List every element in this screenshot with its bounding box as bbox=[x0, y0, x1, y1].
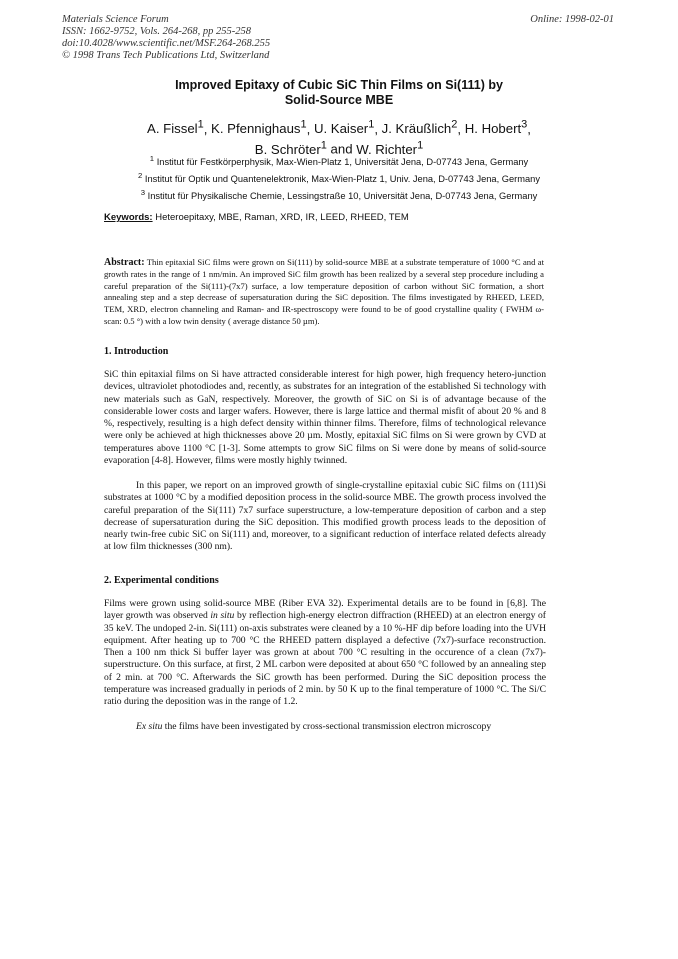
title-line-1: Improved Epitaxy of Cubic SiC Thin Films on Si(111) by bbox=[175, 78, 503, 92]
affiliation-2: $^2$ Institut für Optik und Quantenelektronik, Max-Wien-Platz 1, Univ. Jena, D-07743 Jena, Germany bbox=[137, 171, 541, 185]
section-heading-experimental: 2. Experimental conditions bbox=[104, 575, 219, 586]
author: W. Richter$^1$ bbox=[356, 139, 424, 157]
doi: doi:10.4028/www.scientific.net/MSF.264-268.255 bbox=[62, 38, 271, 49]
intro-paragraph-2: In this paper, we report on an improved growth of single-crystalline epitaxial cubic SiC films on (111)Si substrates at 1000 °C by a modified deposition process in the solid-source MBE. The growth process involved the careful preparation of the Si(111) 7x7 surface superstructure, a low-temperature deposition of carbon and a step decrease of supersaturation during the SiC deposition. This modified growth process leads to the deposition of nearly twin-free cubic SiC on Si(111) and, moreover, to a significant reduction of interface related defects already at low film thicknesses (300 nm). bbox=[104, 480, 546, 553]
title-line-2: Solid-Source MBE bbox=[284, 93, 394, 107]
journal-header bbox=[62, 14, 270, 62]
keywords bbox=[104, 212, 409, 223]
intro-paragraph-1: SiC thin epitaxial films on Si have attracted considerable interest for high power, high frequency hetero-junction devices, ultraviolet photodiodes and, recently, as substrates for an integration of the established Si technology with new materials such as GaN, respectively. Moreover, the growth of SiC on Si is of advantage because of the considerable lower costs and larger wafers. However, there is large lattice and thermal misfit of about 20 % and 8 %, respectively, resulting is a high defect density within thinner films. Therefore, films of technological relevance were only be achieved at high thicknesses above 20 µm. Mostly, epitaxial SiC films on Si were grown by CVD at temperatures above 1100 °C [1-3]. Some attempts to grow SiC films on Si were done by means of solid-source evaporation [4-8]. However, films were mostly highly twinned. bbox=[104, 369, 546, 467]
abstract-text: Thin epitaxial SiC films were grown on Si(111) by solid-source MBE at a substrate temperature of 1000 °C and at growth rates in the range of 1 nm/min. An improved SiC film growth has been realized by a several step procedure including a careful preparation of the Si(111)-(7x7) surface, a low temperature deposition of carbon without SiC formation, a short annealing step and a step decrease of supersaturation during the SiC deposition. The films investigated by RHEED, LEED, TEM, XRD, electron channeling and Raman- and IR-spectroscopy were found to be of good crystalline quality ( FWHM ω-scan: 0.5 °) with a low twin density ( average distance 50 µm). bbox=[104, 257, 544, 326]
author: J. Kräußlich$^2$ bbox=[381, 119, 458, 137]
paper-title bbox=[60, 78, 618, 108]
author: B. Schröter$^1$ bbox=[254, 139, 327, 157]
journal-name: Materials Science Forum bbox=[62, 14, 169, 25]
keywords-text: Heteroepitaxy, MBE, Raman, XRD, IR, LEED, RHEED, TEM bbox=[155, 212, 409, 223]
experimental-paragraph-2: Ex situ the films have been investigated by cross-sectional transmission electron microscopy bbox=[136, 721, 492, 732]
author-list: A. Fissel$^1$, K. Pfennighaus$^1$, U. Kaiser$^1$, J. Kräußlich$^2$, H. Hobert$^3$, B. Schröter$^1$ and W. Richter$^1$ bbox=[147, 119, 531, 157]
experimental-paragraph-1: Films were grown using solid-source MBE (Riber EVA 32). Experimental details are to be found in [6,8]. The layer growth was observed in situ by reflection high-energy electron diffraction (RHEED) at an electron energy of 35 keV. The undoped 2-in. Si(111) on-axis substrates were cleaned by a 10 %-HF dip before loading into the UVH equipment. After heating up to 700 °C the RHEED pattern displayed a defective (7x7)-surface reconstruction. Then a 100 nm thick Si buffer layer was grown at about 700 °C resulting in the occurence of a clean (7x7)-superstructure. On this surface, at first, 2 ML carbon were deposited at about 650 °C followed by an annealing step of 2 min. at 700 °C. Afterwards the SiC growth has been performed. During the SiC deposition process the temperature was increased gradually in periods of 2 min. by 50 K up to the final temperature of 1000 °C. The Si/C ratio during the deposition was in the range of 1.2. bbox=[104, 598, 546, 708]
author: K. Pfennighaus$^1$ bbox=[211, 119, 307, 137]
affiliation-1: $^1$ Institut für Festkörperphysik, Max-Wien-Platz 1, Universität Jena, D-07743 Jena, Germany bbox=[149, 154, 529, 168]
author: A. Fissel$^1$ bbox=[147, 119, 204, 137]
copyright: © 1998 Trans Tech Publications Ltd, Switzerland bbox=[62, 50, 270, 61]
author: H. Hobert$^3$ bbox=[464, 119, 528, 137]
abstract bbox=[104, 257, 544, 328]
abstract-label: Abstract: bbox=[104, 257, 145, 268]
author: U. Kaiser$^1$ bbox=[313, 119, 375, 137]
online-date: Online: 1998-02-01 bbox=[530, 14, 614, 25]
section-heading-introduction: 1. Introduction bbox=[104, 346, 169, 357]
issn: ISSN: 1662-9752, Vols. 264-268, pp 255-258 bbox=[62, 26, 251, 37]
keywords-label: Keywords: bbox=[104, 212, 153, 223]
affiliation-3: $^3$ Institut für Physikalische Chemie, Lessingstraße 10, Universität Jena, D-07743 Jena, Germany bbox=[140, 188, 538, 202]
